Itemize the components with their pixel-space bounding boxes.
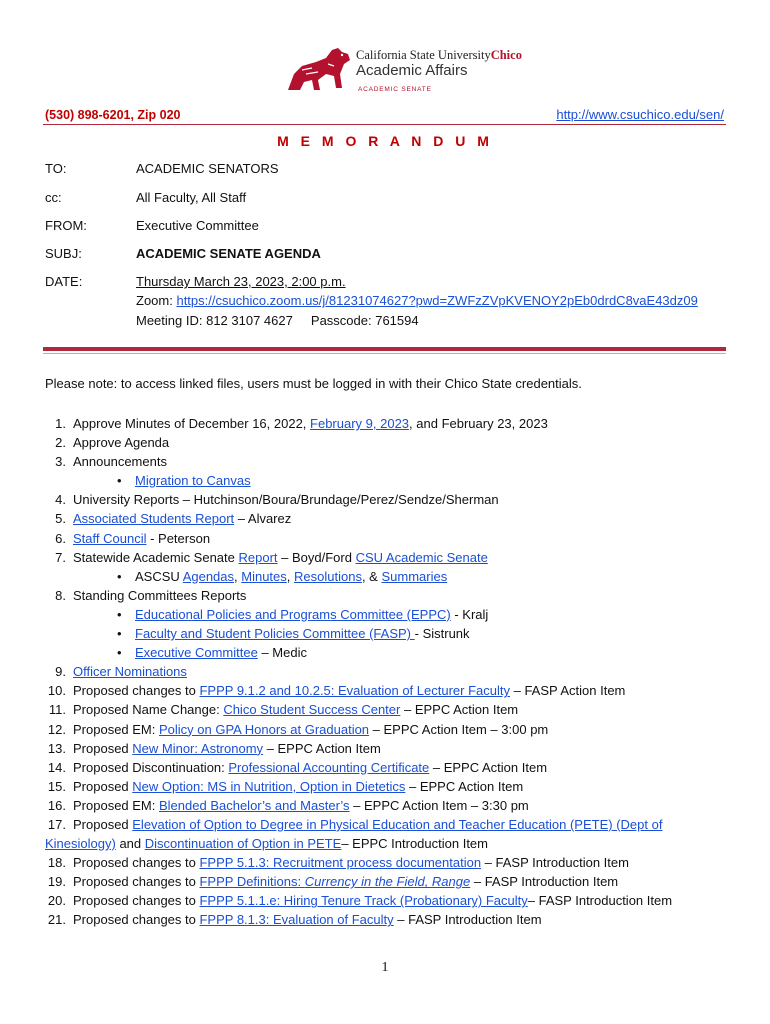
fppp-5-1-1-e-link[interactable]: FPPP 5.1.1.e: Hiring Tenure Track (Probationary) Faculty [199, 893, 528, 909]
agenda-item-4: 4. University Reports – Hutchinson/Boura/Brundage/Perez/Sendze/Sherman [55, 492, 499, 508]
agenda-item-20: 20. Proposed changes to FPPP 5.1.1.e: Hiring Tenure Track (Probationary) Faculty– FASP Introduction Item [47, 893, 673, 909]
agenda-subitem-8b: • Faculty and Student Policies Committee (FASP) - Sistrunk [117, 626, 470, 642]
agenda-item-11: 11. Proposed Name Change: Chico Student Success Center – EPPC Action Item [48, 702, 519, 718]
header-divider [43, 124, 726, 125]
blended-degree-link[interactable]: Blended Bachelor’s and Master’s [159, 797, 350, 813]
cc-value: All Faculty, All Staff [136, 190, 247, 205]
fppp-5-1-3-link[interactable]: FPPP 5.1.3: Recruitment process documentation [199, 855, 482, 871]
fppp-9-1-2-link[interactable]: FPPP 9.1.2 and 10.2.5: Evaluation of Lecturer Faculty [199, 683, 510, 699]
success-center-link[interactable]: Chico Student Success Center [223, 702, 401, 718]
subj-value: ACADEMIC SENATE AGENDA [136, 246, 321, 261]
agenda-item-15: 15. Proposed New Option: MS in Nutrition, Option in Dietetics – EPPC Action Item [47, 778, 524, 794]
agenda-list [45, 414, 735, 930]
fppp-definitions-link[interactable]: FPPP Definitions: Currency in the Field, Range [199, 874, 471, 890]
agenda-item-10: 10. Proposed changes to FPPP 9.1.2 and 10.2.5: Evaluation of Lecturer Faculty – FASP Action Item [47, 683, 626, 699]
senate-name: ACADEMIC SENATE [358, 86, 432, 93]
agenda-subitem-7a: • ASCSU Agendas, Minutes, Resolutions, & Summaries [117, 568, 448, 584]
pete-elevation-link[interactable]: Elevation of Option to Degree in Physical Education and Teacher Education (PETE) (Dept of [132, 816, 663, 832]
pete-discontinuation-link[interactable]: Discontinuation of Option in PETE [144, 836, 342, 852]
fasp-link[interactable]: Faculty and Student Policies Committee (FASP) [135, 626, 415, 642]
ascsu-summaries-link[interactable]: Summaries [381, 568, 448, 584]
to-value: ACADEMIC SENATORS [136, 161, 279, 176]
agenda-item-19: 19. Proposed changes to FPPP Definitions: Currency in the Field, Range – FASP Introduction Item [47, 874, 619, 890]
pete-elevation-link-cont[interactable]: Kinesiology) [45, 836, 116, 852]
date-value: Thursday March 23, 2023, 2:00 p.m. [136, 274, 346, 289]
memo-divider-shadow [43, 353, 726, 354]
from-label: FROM: [45, 218, 87, 233]
university-name: California State UniversityChico [356, 48, 522, 62]
department-name: Academic Affairs [356, 62, 468, 79]
agenda-item-18: 18. Proposed changes to FPPP 5.1.3: Recruitment process documentation – FASP Introduction Item [47, 855, 629, 871]
cc-label: cc: [45, 190, 62, 205]
statewide-report-link[interactable]: Report [238, 549, 278, 565]
agenda-item-12: 12. Proposed EM: Policy on GPA Honors at Graduation – EPPC Action Item – 3:00 pm [47, 721, 549, 737]
agenda-item-16: 16. Proposed EM: Blended Bachelor’s and Master’s – EPPC Action Item – 3:30 pm [47, 797, 529, 813]
date-label: DATE: [45, 274, 83, 289]
to-label: TO: [45, 161, 67, 176]
agenda-item-1: 1. Approve Minutes of December 16, 2022, February 9, 2023, and February 23, 2023 [55, 416, 548, 431]
agenda-item-21: 21. Proposed changes to FPPP 8.1.3: Evaluation of Faculty – FASP Introduction Item [47, 912, 542, 928]
ascsu-agendas-link[interactable]: Agendas [182, 568, 235, 584]
agenda-item-17: 17. Proposed Elevation of Option to Degree in Physical Education and Teacher Education (PETE) (Dept of [47, 816, 663, 832]
astronomy-minor-link[interactable]: New Minor: Astronomy [132, 740, 264, 756]
wildcat-logo-icon [282, 44, 354, 96]
staff-council-link[interactable]: Staff Council [73, 530, 147, 546]
gpa-honors-link[interactable]: Policy on GPA Honors at Graduation [159, 721, 370, 737]
agenda-item-14: 14. Proposed Discontinuation: Professional Accounting Certificate – EPPC Action Item [47, 759, 548, 775]
website-link[interactable]: http://www.csuchico.edu/sen/ [556, 107, 724, 122]
zoom-prefix: Zoom: [136, 293, 177, 308]
minutes-link[interactable]: February 9, 2023 [310, 416, 410, 431]
header-logo [282, 44, 552, 96]
eppc-link[interactable]: Educational Policies and Programs Committee (EPPC) [135, 606, 451, 622]
from-value: Executive Committee [136, 218, 259, 233]
agenda-item-5: 5. Associated Students Report – Alvarez [55, 511, 292, 527]
access-note: Please note: to access linked files, users must be logged in with their Chico State credentials. [45, 376, 582, 391]
officer-nominations-link[interactable]: Officer Nominations [73, 664, 187, 680]
agenda-subitem-3a: • Migration to Canvas [117, 473, 251, 489]
contact-info: (530) 898-6201, Zip 020 [45, 108, 181, 122]
accounting-certificate-link[interactable]: Professional Accounting Certificate [228, 759, 430, 775]
fppp-8-1-3-link[interactable]: FPPP 8.1.3: Evaluation of Faculty [199, 912, 394, 928]
canvas-link[interactable]: Migration to Canvas [135, 473, 251, 489]
zoom-link[interactable]: https://csuchico.zoom.us/j/81231074627?pwd=ZWFzZVpKVENOY2pEb0drdC8vaE43dz09 [176, 293, 698, 308]
agenda-item-13: 13. Proposed New Minor: Astronomy – EPPC Action Item [47, 740, 381, 756]
agenda-item-3: 3. Announcements [55, 454, 167, 470]
page-number: 1 [381, 960, 389, 975]
agenda-subitem-8a: • Educational Policies and Programs Committee (EPPC) - Kralj [117, 606, 489, 622]
as-report-link[interactable]: Associated Students Report [73, 511, 235, 527]
agenda-item-6: 6. Staff Council - Peterson [55, 530, 211, 546]
agenda-item-2: 2. Approve Agenda [55, 435, 170, 451]
agenda-item-9: 9. Officer Nominations [55, 664, 187, 680]
memo-title: M E M O R A N D U M [277, 133, 493, 149]
agenda-subitem-8c: • Executive Committee – Medic [117, 645, 307, 661]
agenda-item-8: 8. Standing Committees Reports [55, 587, 247, 603]
agenda-item-17-cont: Kinesiology) and Discontinuation of Option in PETE– EPPC Introduction Item [45, 836, 488, 852]
nutrition-option-link[interactable]: New Option: MS in Nutrition, Option in Dietetics [132, 778, 406, 794]
memo-divider [43, 347, 726, 351]
ascsu-minutes-link[interactable]: Minutes [241, 568, 287, 584]
executive-committee-link[interactable]: Executive Committee [135, 645, 258, 661]
subj-label: SUBJ: [45, 246, 82, 261]
agenda-item-7: 7. Statewide Academic Senate Report – Boyd/Ford CSU Academic Senate [55, 549, 488, 565]
csu-senate-link[interactable]: CSU Academic Senate [355, 549, 488, 565]
ascsu-resolutions-link[interactable]: Resolutions [294, 568, 362, 584]
meeting-info: Meeting ID: 812 3107 4627 Passcode: 761594 [136, 313, 419, 328]
